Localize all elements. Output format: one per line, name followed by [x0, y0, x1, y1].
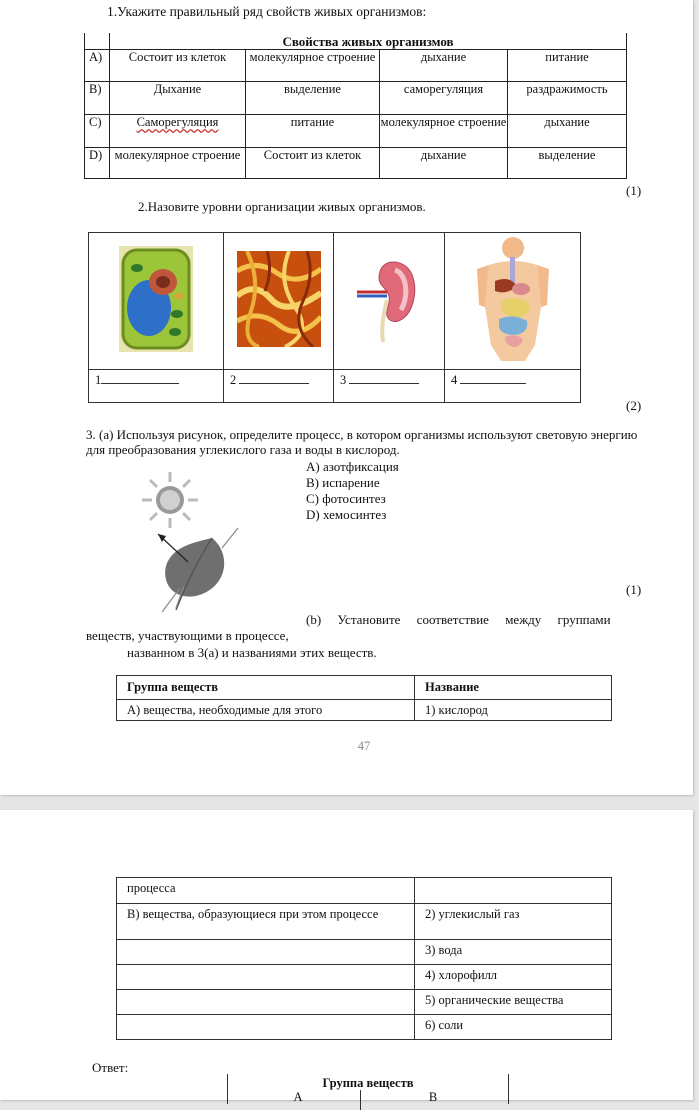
- q3b-line2: веществ, участвующими в процессе,: [86, 628, 289, 643]
- substance-table-part1: [116, 675, 612, 721]
- q1-properties-table: [84, 33, 627, 179]
- q1-row-b: B) Дыхание выделение саморегуляция раздражимость: [85, 82, 627, 115]
- option-b[interactable]: B) испарение: [306, 475, 380, 490]
- q2-levels-table: [88, 232, 581, 403]
- human-organ-system-image: [445, 233, 581, 370]
- sun-icon: [142, 472, 198, 528]
- level-4-blank[interactable]: 4: [445, 370, 581, 403]
- table-row: 6) соли: [117, 1015, 612, 1040]
- table-row: А) вещества, необходимые для этого 1) кислород: [117, 700, 612, 721]
- q3b-line3: названном в 3(a) и названиями этих веществ.: [127, 645, 377, 660]
- q2-points: (2): [626, 398, 642, 413]
- level-2-blank[interactable]: 2: [224, 370, 334, 403]
- answer-col-b[interactable]: В: [428, 1090, 438, 1104]
- option-d[interactable]: D) хемосинтез: [306, 507, 387, 522]
- option-c[interactable]: C) фотосинтез: [306, 491, 386, 506]
- level-3-blank[interactable]: 3: [334, 370, 445, 403]
- answer-group-header: Группа веществ: [322, 1076, 414, 1090]
- q3b-line1: (b) Установите соответствие между группами: [306, 612, 611, 627]
- table-row: 4) хлорофилл: [117, 965, 612, 990]
- level-1-blank[interactable]: 1: [89, 370, 224, 403]
- table-row: 3) вода: [117, 940, 612, 965]
- q3a-points: (1): [626, 582, 642, 597]
- q1-question: 1.Укажите правильный ряд свойств живых организмов:: [107, 4, 427, 19]
- page-number: 47: [357, 739, 371, 753]
- option-a[interactable]: A) азотфиксация: [306, 459, 399, 474]
- substance-table-part2: [116, 877, 612, 1040]
- q3-options: [306, 459, 399, 523]
- q1-points: (1): [626, 183, 642, 198]
- q1-row-c: C) Саморегуляция питание молекулярное строение дыхание: [85, 115, 627, 148]
- q3-question: 3. (a) Используя рисунок, определите процесс, в котором организмы используют световую энергию для преобразования углекислого газа и воды в кислород.: [86, 427, 638, 457]
- col-group-header: Группа веществ: [117, 676, 415, 700]
- kidney-image: [334, 233, 445, 370]
- q2-question: 2.Назовите уровни организации живых организмов.: [138, 199, 426, 214]
- tissue-image: [224, 233, 334, 370]
- table-row: 5) органические вещества: [117, 990, 612, 1015]
- photosynthesis-illustration: [140, 470, 250, 615]
- leaf-icon: [158, 528, 238, 612]
- page-48: [0, 810, 693, 1104]
- col-name-header: Название: [415, 676, 612, 700]
- plant-cell-image: [89, 233, 224, 370]
- answer-label: Ответ:: [92, 1060, 129, 1075]
- answer-col-a[interactable]: А: [293, 1090, 303, 1104]
- q1-table-header: Свойства живых организмов: [110, 33, 627, 50]
- table-row: процесса: [117, 878, 612, 904]
- q1-row-a: A) Состоит из клеток молекулярное строение дыхание питание: [85, 50, 627, 82]
- q1-row-d: D) молекулярное строение Состоит из клеток дыхание выделение: [85, 148, 627, 179]
- table-row: В) вещества, образующиеся при этом процессе 2) углекислый газ: [117, 904, 612, 940]
